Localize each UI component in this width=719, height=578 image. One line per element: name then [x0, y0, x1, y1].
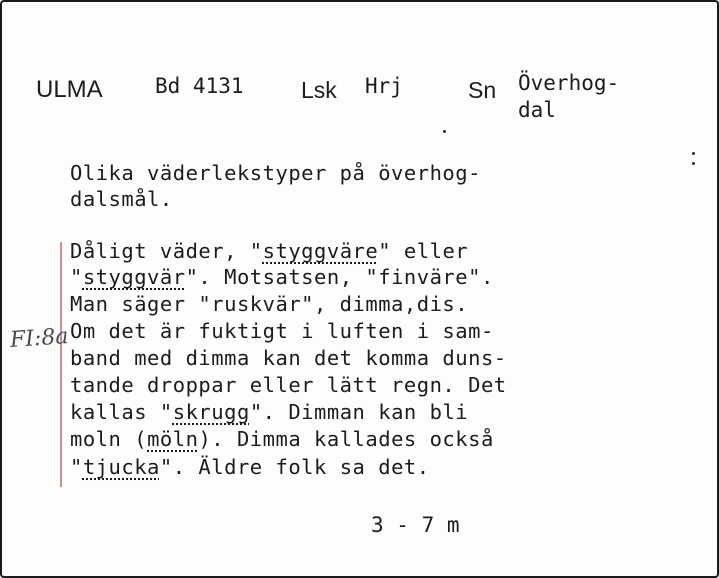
- body-text: band med dimma kan det komma duns-: [70, 346, 507, 370]
- body-line: [70, 264, 494, 290]
- body-text: tande droppar eller lätt regn. Det: [70, 373, 507, 397]
- dialect-word: styggvär: [82, 265, 186, 289]
- archive-code: ULMA: [36, 76, 103, 103]
- body-line: [70, 454, 430, 480]
- body-text: ". Motsatsen, "finväre".: [185, 265, 494, 289]
- paper-speck: [692, 152, 695, 155]
- body-text: ": [70, 455, 83, 479]
- body-line: [70, 291, 468, 317]
- parish-name-line2: dal: [518, 98, 556, 122]
- dialect-word: styggväre: [262, 239, 379, 263]
- dialect-word: tjucka: [82, 455, 160, 479]
- record-number: Bd 4131: [155, 74, 244, 98]
- body-text: moln (: [70, 427, 148, 451]
- parish-label: Sn: [468, 77, 497, 103]
- card-title-line1: Olika väderlekstyper på överhog-: [70, 161, 481, 185]
- body-line: [70, 426, 494, 452]
- body-text: ". Äldre folk sa det.: [159, 455, 430, 479]
- body-text: Dåligt väder, ": [70, 239, 263, 263]
- body-line: [70, 399, 468, 425]
- paper-speck: [692, 162, 695, 165]
- margin-marker-line: [60, 242, 62, 487]
- body-line: [70, 372, 507, 398]
- body-line: [70, 345, 507, 371]
- body-text: Om det är fuktigt i luften i sam-: [70, 319, 494, 343]
- page-range: 3 - 7 m: [371, 513, 460, 537]
- margin-note: FI:8a: [9, 323, 70, 354]
- body-text: " eller: [378, 239, 469, 263]
- body-line: [70, 318, 494, 344]
- district-code: Hrj: [365, 74, 403, 98]
- body-text: kallas ": [70, 400, 173, 424]
- body-text: ": [70, 265, 83, 289]
- parish-name-line1: Överhog-: [518, 71, 620, 95]
- body-line: [70, 238, 468, 264]
- body-text: Man säger "ruskvär", dimma,dis.: [70, 292, 469, 316]
- dialect-word: skrugg: [172, 400, 250, 424]
- dialect-word: möln: [147, 427, 199, 451]
- body-text: ". Dimman kan bli: [249, 400, 469, 424]
- county-code: Lsk: [301, 77, 337, 103]
- paper-speck: [443, 130, 446, 133]
- card-title-line2: dalsmål.: [70, 187, 173, 211]
- body-text: ). Dimma kallades också: [198, 427, 494, 451]
